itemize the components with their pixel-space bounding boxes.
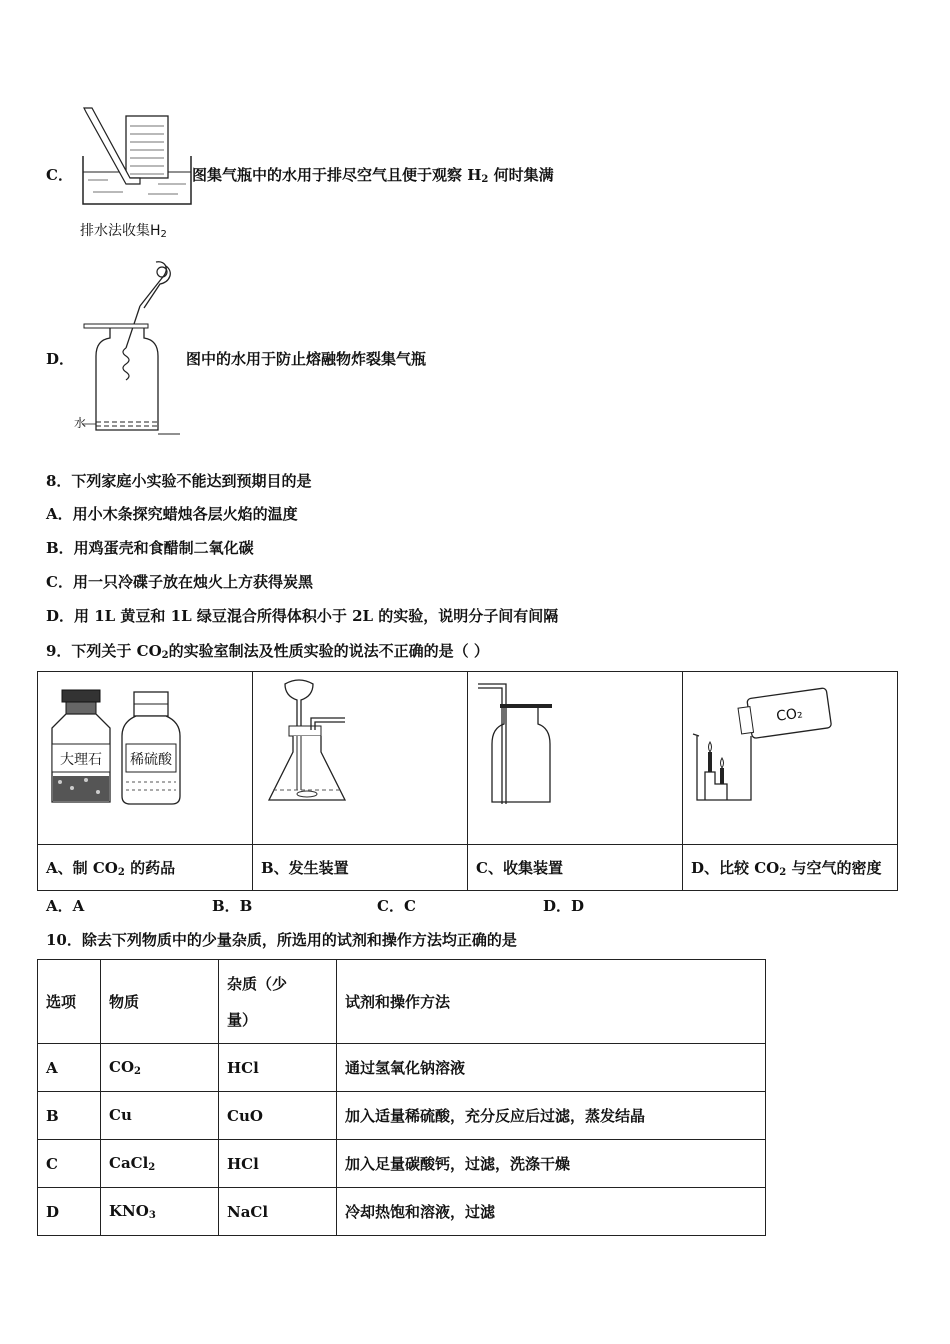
q8-option-a: A．用小木条探究蜡烛各层火焰的温度 bbox=[46, 505, 298, 523]
option-c-letter: C． bbox=[46, 166, 73, 184]
option-d-water-label: 水 bbox=[74, 416, 87, 430]
table-row bbox=[38, 1092, 766, 1140]
q10-stem: 10．除去下列物质中的少量杂质，所选用的试剂和操作方法均正确的是 bbox=[46, 931, 517, 949]
row-method: 加入足量碳酸钙，过滤，洗涤干燥 bbox=[337, 1140, 766, 1188]
q9-figure-table bbox=[37, 671, 898, 891]
header-method: 试剂和操作方法 bbox=[337, 960, 766, 1044]
q9-cell-b-figure bbox=[253, 672, 468, 845]
row-impurity: NaCl bbox=[219, 1188, 337, 1236]
q8-option-c: C．用一只冷碟子放在烛火上方获得炭黑 bbox=[46, 573, 313, 591]
marble-label: 大理石 bbox=[60, 752, 102, 768]
q10-table bbox=[37, 959, 766, 1236]
row-option: A bbox=[38, 1044, 101, 1092]
table-header-row bbox=[38, 960, 766, 1044]
q9-caption-d: D、比较 $CO_2$ 与空气的密度 bbox=[683, 845, 898, 891]
table-row bbox=[38, 1044, 766, 1092]
table-row bbox=[38, 1140, 766, 1188]
header-option: 选项 bbox=[38, 960, 101, 1044]
row-impurity: HCl bbox=[219, 1140, 337, 1188]
q9-caption-a: A、制 $CO_2$ 的药品 bbox=[38, 845, 253, 891]
q9-choice-d[interactable]: D．D bbox=[543, 897, 585, 915]
option-d-text: 图中的水用于防止熔融物炸裂集气瓶 bbox=[186, 350, 427, 368]
table-row bbox=[38, 1188, 766, 1236]
option-d-figure bbox=[70, 256, 185, 438]
row-impurity: CuO bbox=[219, 1092, 337, 1140]
q9-caption-c: C、收集装置 bbox=[468, 845, 683, 891]
q9-cell-c-figure bbox=[468, 672, 683, 845]
row-substance: CaCl$_2$ bbox=[101, 1140, 219, 1188]
header-substance: 物质 bbox=[101, 960, 219, 1044]
header-impurity: 杂质（少 量） bbox=[219, 960, 337, 1044]
q8-option-d: D．用 1L 黄豆和 1L 绿豆混合所得体积小于 2L 的实验，说明分子间有间隔 bbox=[46, 607, 559, 625]
q9-cell-a-figure bbox=[38, 672, 253, 845]
row-option: C bbox=[38, 1140, 101, 1188]
option-c-figure-caption: 排水法收集$H_2$ bbox=[80, 223, 167, 240]
q9-choice-c[interactable]: C．C bbox=[377, 897, 416, 915]
row-impurity: HCl bbox=[219, 1044, 337, 1092]
co2-label: CO₂ bbox=[775, 705, 804, 725]
row-method: 冷却热饱和溶液，过滤 bbox=[337, 1188, 766, 1236]
q8-stem: 8．下列家庭小实验不能达到预期目的是 bbox=[46, 472, 312, 490]
option-c-figure bbox=[78, 104, 198, 222]
q8-option-b: B．用鸡蛋壳和食醋制二氧化碳 bbox=[46, 539, 254, 557]
option-d-letter: D． bbox=[46, 350, 75, 368]
option-c-text: 图集气瓶中的水用于排尽空气且便于观察 $H_2$ 何时集满 bbox=[192, 166, 554, 185]
row-option: D bbox=[38, 1188, 101, 1236]
q9-choice-a[interactable]: A．A bbox=[46, 897, 85, 915]
row-substance: $KNO_3$ bbox=[101, 1188, 219, 1236]
q9-caption-b: B、发生装置 bbox=[253, 845, 468, 891]
row-method: 通过氢氧化钠溶液 bbox=[337, 1044, 766, 1092]
row-substance: Cu bbox=[101, 1092, 219, 1140]
acid-label: 稀硫酸 bbox=[130, 752, 172, 768]
row-substance: $CO_2$ bbox=[101, 1044, 219, 1092]
row-method: 加入适量稀硫酸，充分反应后过滤，蒸发结晶 bbox=[337, 1092, 766, 1140]
q9-choice-b[interactable]: B．B bbox=[212, 897, 253, 915]
q9-cell-d-figure bbox=[683, 672, 898, 845]
q9-stem: 9．下列关于 $CO_2$的实验室制法及性质实验的说法不正确的是（ ） bbox=[46, 642, 489, 661]
row-option: B bbox=[38, 1092, 101, 1140]
